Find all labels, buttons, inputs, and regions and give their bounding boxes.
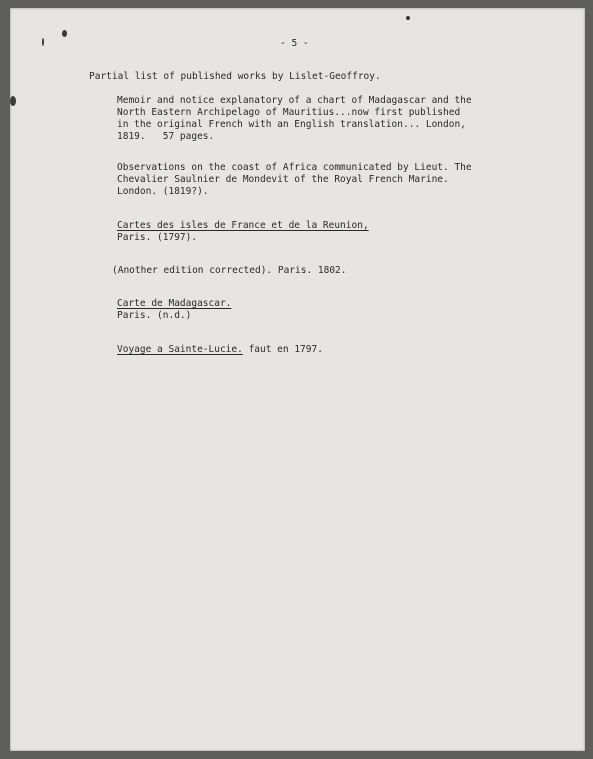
entry-4-line-1: (Another edition corrected). Paris. 1802. <box>112 265 347 276</box>
ink-mark <box>10 96 16 106</box>
document-heading: Partial list of published works by Lislet-Geoffroy. <box>89 71 381 82</box>
entry-5-title: Carte de Madagascar. <box>117 298 232 309</box>
entry-3-title: Cartes des isles de France et de la Reunion, <box>117 220 369 231</box>
page-number: - 5 - <box>280 38 309 49</box>
ink-spot <box>406 16 410 20</box>
entry-1-line-2: North Eastern Archipelago of Mauritius...now first published <box>117 107 461 118</box>
entry-3-line-2: Paris. (1797). <box>117 232 198 243</box>
ink-mark <box>42 38 44 46</box>
entry-2-line-3: London. (1819?). <box>117 186 209 197</box>
entry-1-line-1: Memoir and notice explanatory of a chart of Madagascar and the <box>117 95 472 106</box>
entry-1-line-3: in the original French with an English translation... London, <box>117 119 466 130</box>
entry-5-line-2: Paris. (n.d.) <box>117 310 192 321</box>
ink-blot <box>62 30 67 37</box>
entry-1-line-4: 1819. 57 pages. <box>117 131 215 142</box>
entry-2-line-2: Chevalier Saulnier de Mondevit of the Royal French Marine. <box>117 174 449 185</box>
entry-2-line-1: Observations on the coast of Africa communicated by Lieut. The <box>117 162 472 173</box>
entry-6-rest: faut en 1797. <box>242 344 323 355</box>
entry-6-line-1 <box>117 344 323 356</box>
entry-6-title: Voyage a Sainte-Lucie. <box>117 344 243 355</box>
